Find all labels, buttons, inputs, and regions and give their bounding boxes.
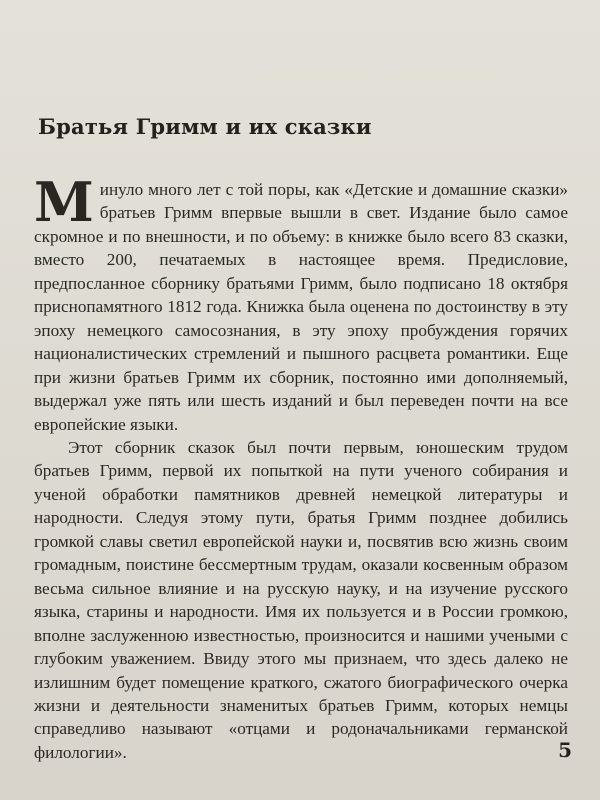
show-through-text bbox=[310, 0, 600, 100]
page-number: 5 bbox=[558, 738, 572, 762]
drop-cap-letter: М bbox=[34, 170, 94, 234]
chapter-title: Братья Гримм и их сказки bbox=[38, 114, 372, 139]
body-text bbox=[34, 170, 568, 764]
paragraph-2: Этот сборник сказок был почти первым, юношеским трудом братьев Гримм, первой их попыткой на пути ученого собирания и ученой обработки памятников древней немецкой литературы и народности. Следуя этому пути, братья Гримм позднее добились громкой славы светил европейской науки и, посвятив всю жизнь своим громадным, поистине бессмертным трудам, оказали косвенным образом весьма сильное влияние и на русскую науку, и на изучение русского языка, старины и народности. Имя их пользуется и в России громкою, вполне заслуженною известностью, произносится и нашими учеными с глубоким уважением. Ввиду этого мы признаем, что здесь далеко не излишним будет помещение краткого, сжатого биографического очерка жизни и деятельности знаменитых братьев Гримм, которых немцы справедливо называют «отцами и родоначальниками германской филологии». bbox=[34, 437, 568, 762]
paragraph-1 bbox=[34, 170, 568, 436]
paragraph-1-text: инуло много лет с той поры, как «Детские и домашние сказки» братьев Гримм впервые вышли в свет. Издание было самое скромное и по внешности, и по объему: в книжке было всего 83 сказки, вместо 200, печатаемых в настоящее время. Предисловие, предпосланное сборнику братьями Гримм, было подписано 18 октября приснопамятного 1812 года. Книжка была оценена по достоинству в эту эпоху немецкого самосознания, в эту эпоху пробуждения горячих националистических стремлений и пышного расцвета романтики. Еще при жизни братьев Гримм их сборник, постоянно ими дополняемый, выдержал уже пять или шесть изданий и был переведен почти на все европейские языки. bbox=[34, 180, 568, 434]
